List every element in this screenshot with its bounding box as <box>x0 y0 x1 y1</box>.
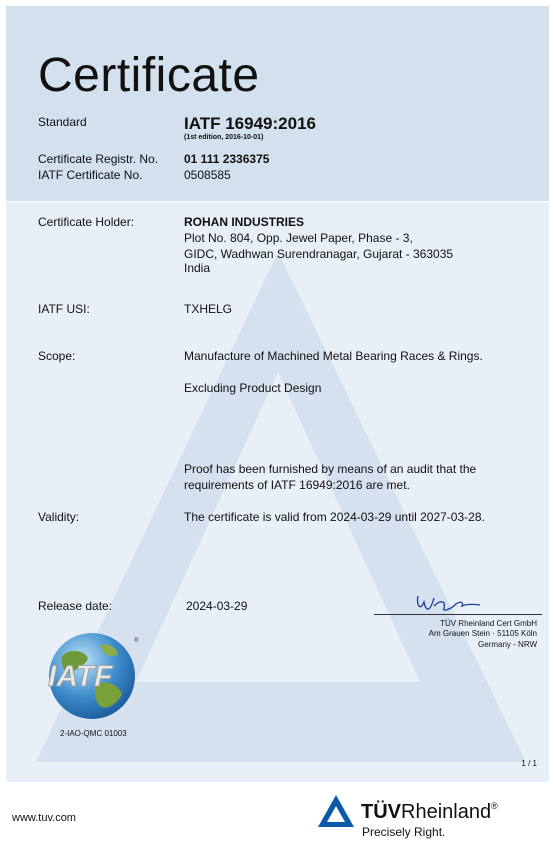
issuer-line: Am Grauen Stein · 51105 Köln <box>428 629 537 638</box>
tuv-brand-rest: Rheinland <box>401 801 492 823</box>
issuer-line: Germany - NRW <box>478 640 537 649</box>
release-value: 2024-03-29 <box>186 599 248 613</box>
registr-label: Certificate Registr. No. <box>38 152 159 166</box>
holder-address-line: India <box>184 261 211 275</box>
proof-line: requirements of IATF 16949:2016 are met. <box>184 478 410 492</box>
qmc-code: 2-IAO-QMC 01003 <box>60 729 127 738</box>
registr-value: 01 111 2336375 <box>184 152 270 166</box>
tuv-brand-bold: TÜV <box>361 801 401 823</box>
tuv-brand-name <box>361 801 498 824</box>
holder-address-line: GIDC, Wadhwan Surendranagar, Gujarat - 363035 <box>184 247 454 261</box>
validity-value: The certificate is valid from 2024-03-29 until 2027-03-28. <box>184 510 485 524</box>
signature-line <box>374 614 542 615</box>
standard-edition: (1st edition, 2016-10-01) <box>184 134 264 141</box>
usi-value: TXHELG <box>184 302 233 316</box>
release-label: Release date: <box>38 599 113 613</box>
standard-value: IATF 16949:2016 <box>184 114 316 133</box>
registered-mark: ® <box>134 638 139 644</box>
scope-exclusion: Excluding Product Design <box>184 381 322 395</box>
certificate-panel <box>6 6 549 782</box>
usi-label: IATF USI: <box>38 302 90 316</box>
holder-address-line: Plot No. 804, Opp. Jewel Paper, Phase - 3, <box>184 231 413 245</box>
footer-url[interactable]: www.tuv.com <box>12 812 76 824</box>
validity-label: Validity: <box>38 510 80 524</box>
signature-icon <box>376 592 496 616</box>
issuer-line: TÜV Rheinland Cert GmbH <box>440 619 537 628</box>
tuv-registered-mark: ® <box>491 801 498 811</box>
iatf-globe-logo <box>40 626 140 726</box>
proof-line: Proof has been furnished by means of an audit that the <box>184 462 477 476</box>
tuv-tagline: Precisely Right. <box>362 825 446 839</box>
page-number: 1 / 1 <box>521 759 537 768</box>
standard-label: Standard <box>38 115 87 129</box>
iatf-cert-label: IATF Certificate No. <box>38 168 143 182</box>
iatf-cert-value: 0508585 <box>184 168 231 182</box>
holder-label: Certificate Holder: <box>38 215 135 229</box>
holder-name: ROHAN INDUSTRIES <box>184 215 305 229</box>
iatf-logo-text: IATF <box>48 660 113 693</box>
page-title: Certificate <box>38 49 260 102</box>
tuv-triangle-logo-icon <box>317 794 355 828</box>
scope-value: Manufacture of Machined Metal Bearing Races & Rings. <box>184 349 483 363</box>
scope-label: Scope: <box>38 349 76 363</box>
